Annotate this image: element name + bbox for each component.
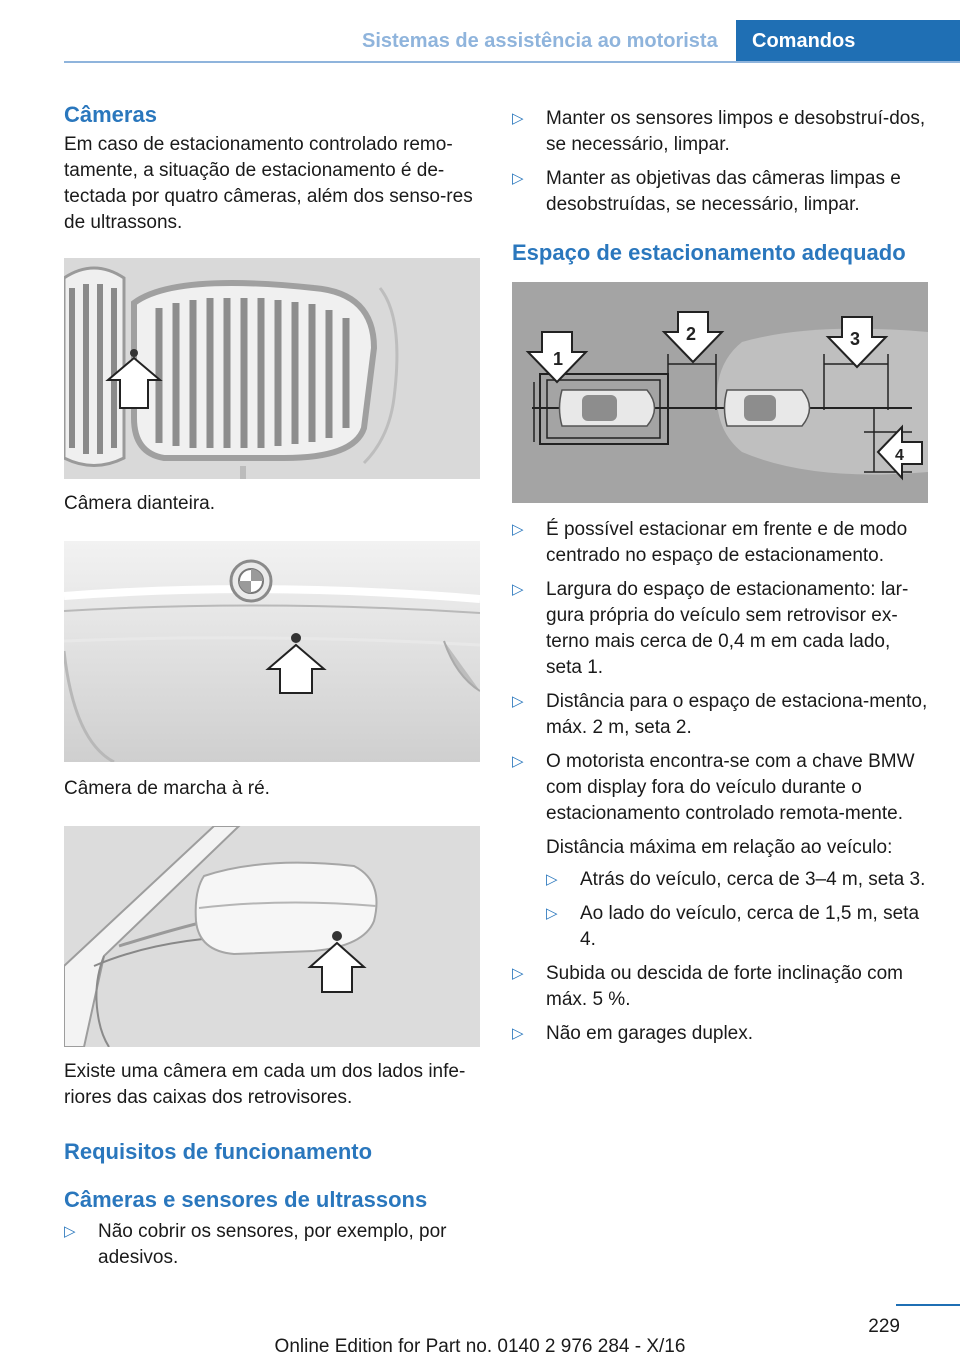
distance-sublist [546, 867, 928, 953]
edition-footer: Online Edition for Part no. 0140 2 976 284 - X/16 [274, 1336, 686, 1357]
mirror-camera-caption: Existe uma câmera em cada um dos lados infe-riores das caixas dos retrovisores. [64, 1061, 466, 1108]
list-item: ▷ Não cobrir os sensores, por exemplo, por adesivos. [64, 1221, 447, 1268]
sensors-list [64, 1219, 480, 1271]
bullet-triangle-icon: ▷ [512, 521, 524, 538]
list-item: ▷ É possível estacionar em frente e de modo centrado no espaço de estacionamento. [512, 519, 908, 566]
list-item: ▷ O motorista encontra-se com a chave BMW com display fora do veículo durante o estacionamento controlado remota-mente. Distância máxima em relação ao veículo: ▷ Atrás do veículo, cerca de 3–4 m, seta 3. ▷ Ao lado do veículo, cerca de 1,5 m, seta 4. [512, 749, 928, 953]
header-section-title: Sistemas de assistência ao motorista [362, 30, 718, 52]
list-item: ▷ Ao lado do veículo, cerca de 1,5 m, seta 4. [546, 903, 920, 950]
requirements-heading: Requisitos de funcionamento [64, 1139, 373, 1164]
bullet-triangle-icon: ▷ [512, 693, 524, 710]
parking-space-diagram [512, 282, 928, 503]
right-column [512, 100, 928, 1055]
bullet-triangle-icon: ▷ [64, 1223, 76, 1240]
mirror-camera-image [64, 826, 480, 1047]
header-chapter-tab: Comandos [736, 20, 960, 62]
front-camera-image [64, 258, 480, 479]
maintenance-list [512, 106, 928, 218]
header-rule [64, 61, 960, 63]
page-number: 229 [868, 1316, 900, 1337]
parking-space-heading: Espaço de estacionamento adequado [512, 240, 906, 265]
diagram-label-4: 4 [895, 447, 904, 464]
list-item: ▷ Subida ou descida de forte inclinação com máx. 5 %. [512, 963, 904, 1010]
page-number-rule [896, 1304, 960, 1306]
requirements-list [512, 517, 928, 1047]
diagram-label-1: 1 [553, 349, 564, 369]
bullet-triangle-icon: ▷ [546, 871, 558, 888]
page-header [0, 0, 960, 64]
bullet-triangle-icon: ▷ [546, 905, 558, 922]
left-column [64, 100, 480, 1279]
list-item: ▷ Distância para o espaço de estaciona-mento, máx. 2 m, seta 2. [512, 691, 928, 738]
diagram-label-3: 3 [850, 329, 861, 349]
list-item: ▷ Manter os sensores limpos e desobstruí-dos, se necessário, limpar. [512, 108, 926, 155]
rear-camera-caption: Câmera de marcha à ré. [64, 778, 270, 799]
list-item: ▷ Atrás do veículo, cerca de 3–4 m, seta 3. [546, 867, 928, 893]
list-item: ▷ Largura do espaço de estacionamento: lar-gura própria do veículo sem retrovisor ex-terno mais cerca de 0,4 m em cada lado, seta 1. [512, 579, 909, 678]
diagram-label-2: 2 [686, 324, 697, 344]
bullet-triangle-icon: ▷ [512, 1025, 524, 1042]
distance-intro: Distância máxima em relação ao veículo: [546, 837, 893, 858]
sensors-heading: Câmeras e sensores de ultrassons [64, 1187, 428, 1212]
cameras-intro-text: Em caso de estacionamento controlado remo-tamente, a situação de estacionamento é de-tectada por quatro câmeras, além dos senso-res de ultrassons. [64, 134, 473, 233]
bullet-triangle-icon: ▷ [512, 753, 524, 770]
bullet-triangle-icon: ▷ [512, 110, 524, 127]
list-item: ▷ Manter as objetivas das câmeras limpas e desobstruídas, se necessário, limpar. [512, 168, 901, 215]
bullet-triangle-icon: ▷ [512, 581, 524, 598]
list-item: ▷ Não em garages duplex. [512, 1021, 928, 1047]
cameras-heading: Câmeras [64, 102, 157, 127]
bullet-triangle-icon: ▷ [512, 170, 524, 187]
rear-camera-image [64, 541, 480, 762]
front-camera-caption: Câmera dianteira. [64, 493, 216, 514]
bullet-triangle-icon: ▷ [512, 965, 524, 982]
